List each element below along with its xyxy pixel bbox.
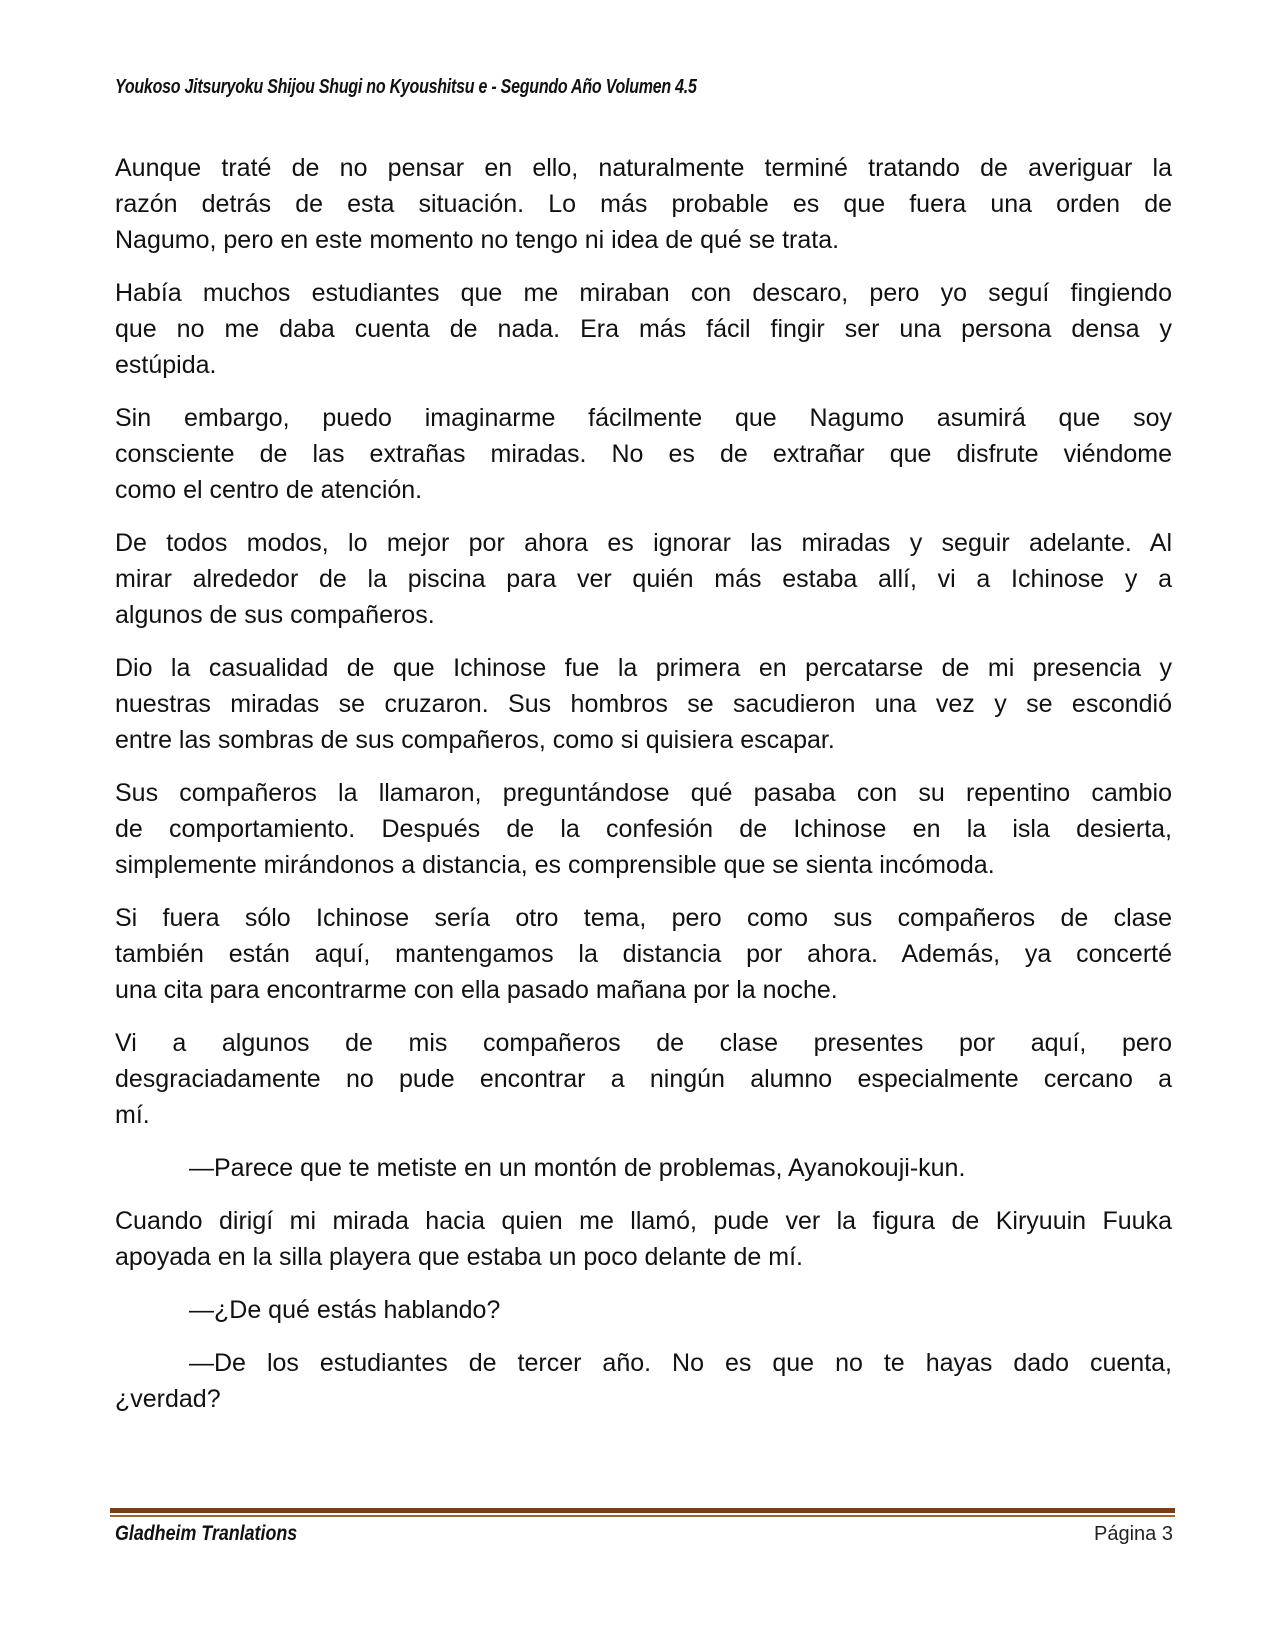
paragraph: [115, 525, 1172, 633]
text-line: Nagumo, pero en este momento no tengo ni idea de qué se trata.: [115, 226, 840, 254]
text-line: apoyada en la silla playera que estaba un poco delante de mí.: [115, 1243, 803, 1271]
text-line: Vi a algunos de mis compañeros de clase presentes por aquí, pero: [115, 1029, 1172, 1057]
text-line: razón detrás de esta situación. Lo más probable es que fuera una orden de: [115, 190, 1172, 218]
text-line: —Parece que te metiste en un montón de problemas, Ayanokouji-kun.: [189, 1154, 966, 1182]
text-line: De todos modos, lo mejor por ahora es ignorar las miradas y seguir adelante. Al: [115, 529, 1172, 557]
footer-publisher: Gladheim Tranlations: [115, 1522, 298, 1545]
text-line: consciente de las extrañas miradas. No es de extrañar que disfrute viéndome: [115, 440, 1172, 468]
paragraph: [115, 275, 1172, 383]
text-line: Dio la casualidad de que Ichinose fue la primera en percatarse de mi presencia y: [115, 654, 1172, 682]
text-line: Aunque traté de no pensar en ello, naturalmente terminé tratando de averiguar la: [115, 154, 1172, 182]
paragraph: [115, 775, 1172, 883]
text-line: mirar alrededor de la piscina para ver quién más estaba allí, vi a Ichinose y a: [115, 565, 1172, 593]
text-line: —De los estudiantes de tercer año. No es que no te hayas dado cuenta,: [189, 1349, 1172, 1377]
footer-rule-thin: [110, 1515, 1175, 1517]
text-line: ¿verdad?: [115, 1385, 221, 1413]
paragraph: [115, 150, 1172, 258]
text-line: como el centro de atención.: [115, 476, 423, 504]
text-line: de comportamiento. Después de la confesión de Ichinose en la isla desierta,: [115, 815, 1172, 843]
running-header: Youkoso Jitsuryoku Shijou Shugi no Kyoushitsu e - Segundo Año Volumen 4.5: [115, 76, 697, 98]
dialogue-paragraph: [115, 1345, 1172, 1417]
text-line: una cita para encontrarme con ella pasado mañana por la noche.: [115, 976, 838, 1004]
text-line: simplemente mirándonos a distancia, es comprensible que se sienta incómoda.: [115, 851, 995, 879]
text-line: mí.: [115, 1101, 150, 1129]
paragraph: [115, 400, 1172, 508]
text-line: entre las sombras de sus compañeros, como si quisiera escapar.: [115, 726, 835, 754]
dialogue-paragraph: [115, 1292, 1172, 1328]
text-line: Había muchos estudiantes que me miraban con descaro, pero yo seguí fingiendo: [115, 279, 1172, 307]
text-line: desgraciadamente no pude encontrar a ningún alumno especialmente cercano a: [115, 1065, 1172, 1093]
paragraph: [115, 1025, 1172, 1133]
page-body: [115, 150, 1172, 1434]
text-line: Si fuera sólo Ichinose sería otro tema, pero como sus compañeros de clase: [115, 904, 1172, 932]
paragraph: [115, 900, 1172, 1008]
text-line: Sin embargo, puedo imaginarme fácilmente que Nagumo asumirá que soy: [115, 404, 1172, 432]
text-line: algunos de sus compañeros.: [115, 601, 435, 629]
footer-rule: [110, 1508, 1175, 1513]
text-line: —¿De qué estás hablando?: [189, 1296, 501, 1324]
text-line: nuestras miradas se cruzaron. Sus hombros se sacudieron una vez y se escondió: [115, 690, 1172, 718]
text-line: estúpida.: [115, 351, 217, 379]
paragraph: [115, 650, 1172, 758]
text-line: Cuando dirigí mi mirada hacia quien me llamó, pude ver la figura de Kiryuuin Fuuka: [115, 1207, 1172, 1235]
text-line: Sus compañeros la llamaron, preguntándose qué pasaba con su repentino cambio: [115, 779, 1172, 807]
text-line: que no me daba cuenta de nada. Era más fácil fingir ser una persona densa y: [115, 315, 1172, 343]
page-number: Página 3: [1094, 1523, 1173, 1545]
paragraph: [115, 1203, 1172, 1275]
dialogue-paragraph: [115, 1150, 1172, 1186]
text-line: también están aquí, mantengamos la distancia por ahora. Además, ya concerté: [115, 940, 1172, 968]
